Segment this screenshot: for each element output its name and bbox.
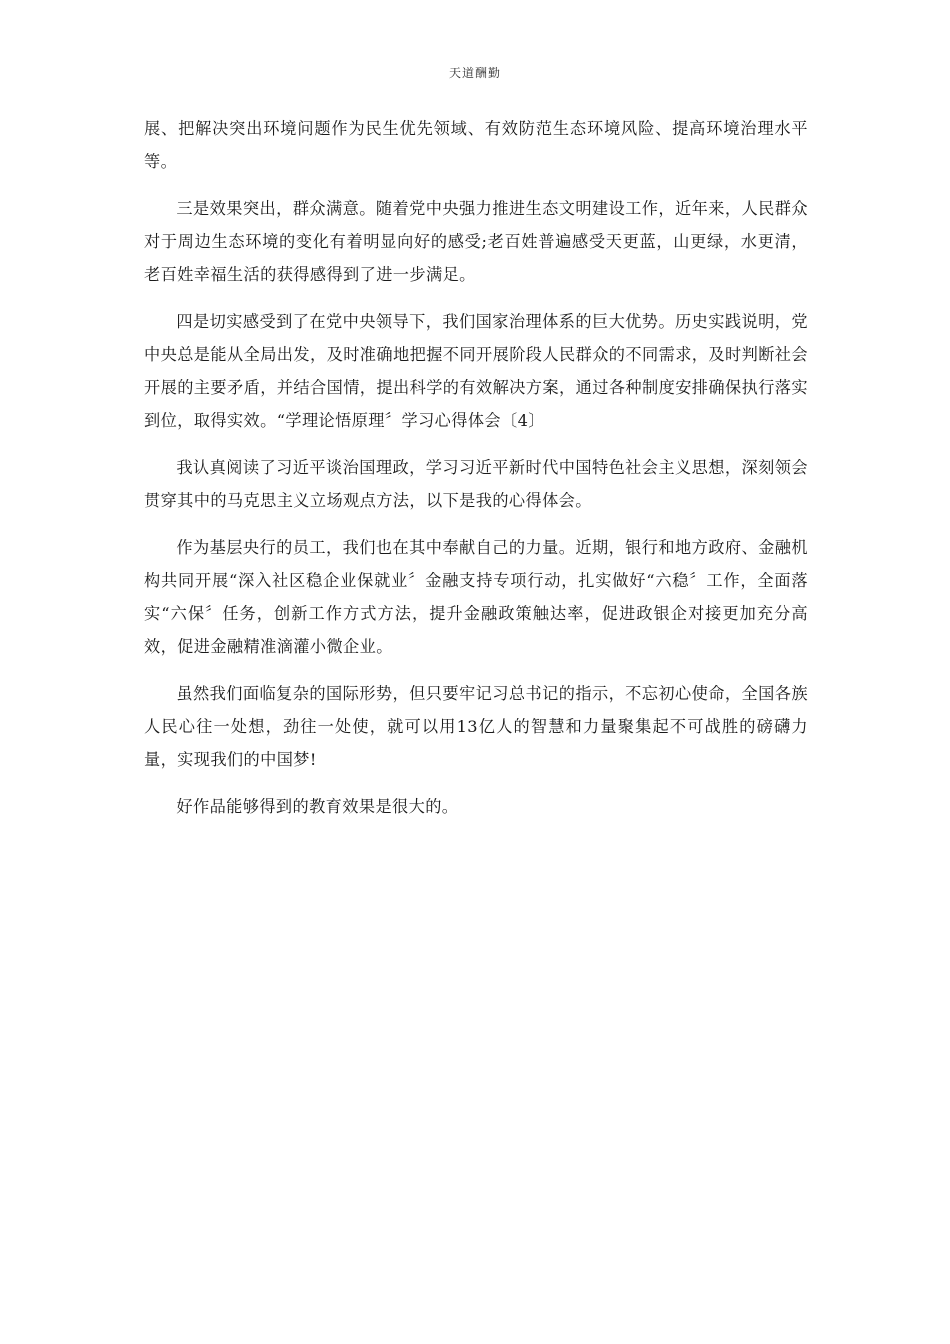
paragraph-7: 好作品能够得到的教育效果是很大的。 bbox=[176, 797, 459, 816]
paragraph-2: 三是效果突出，群众满意。随着党中央强力推进生态文明建设工作，近年来，人民群众对于周边生态环境的变化有着明显向好的感受;老百姓普遍感受天更蓝，山更绿，水更清，老百姓幸福生活的获得感得到了进一步满足。 bbox=[144, 199, 808, 284]
page-header: 天道酬勤 bbox=[448, 66, 501, 80]
paragraph-4: 我认真阅读了习近平谈治国理政，学习习近平新时代中国特色社会主义思想，深刻领会贯穿其中的马克思主义立场观点方法，以下是我的心得体会。 bbox=[144, 458, 808, 510]
document-body bbox=[144, 112, 808, 837]
paragraph-6: 虽然我们面临复杂的国际形势，但只要牢记习总书记的指示，不忘初心使命，全国各族人民心往一处想，劲往一处使，就可以用13亿人的智慧和力量聚集起不可战胜的磅礴力量，实现我们的中国梦! bbox=[144, 684, 808, 769]
paragraph-1: 展、把解决突出环境问题作为民生优先领域、有效防范生态环境风险、提高环境治理水平等。 bbox=[144, 119, 808, 171]
paragraph-3: 四是切实感受到了在党中央领导下，我们国家治理体系的巨大优势。历史实践说明，党中央总是能从全局出发，及时准确地把握不同开展阶段人民群众的不同需求，及时判断社会开展的主要矛盾，并结合国情，提出科学的有效解决方案，通过各种制度安排确保执行落实到位，取得实效。“学理论悟原理〞学习心得体会〔4〕 bbox=[144, 312, 808, 430]
paragraph-5: 作为基层央行的员工，我们也在其中奉献自己的力量。近期，银行和地方政府、金融机构共同开展“深入社区稳企业保就业〞金融支持专项行动，扎实做好“六稳〞工作，全面落实“六保〞任务，创新工作方式方法，提升金融政策触达率，促进政银企对接更加充分高效，促进金融精准滴灌小微企业。 bbox=[144, 538, 808, 656]
